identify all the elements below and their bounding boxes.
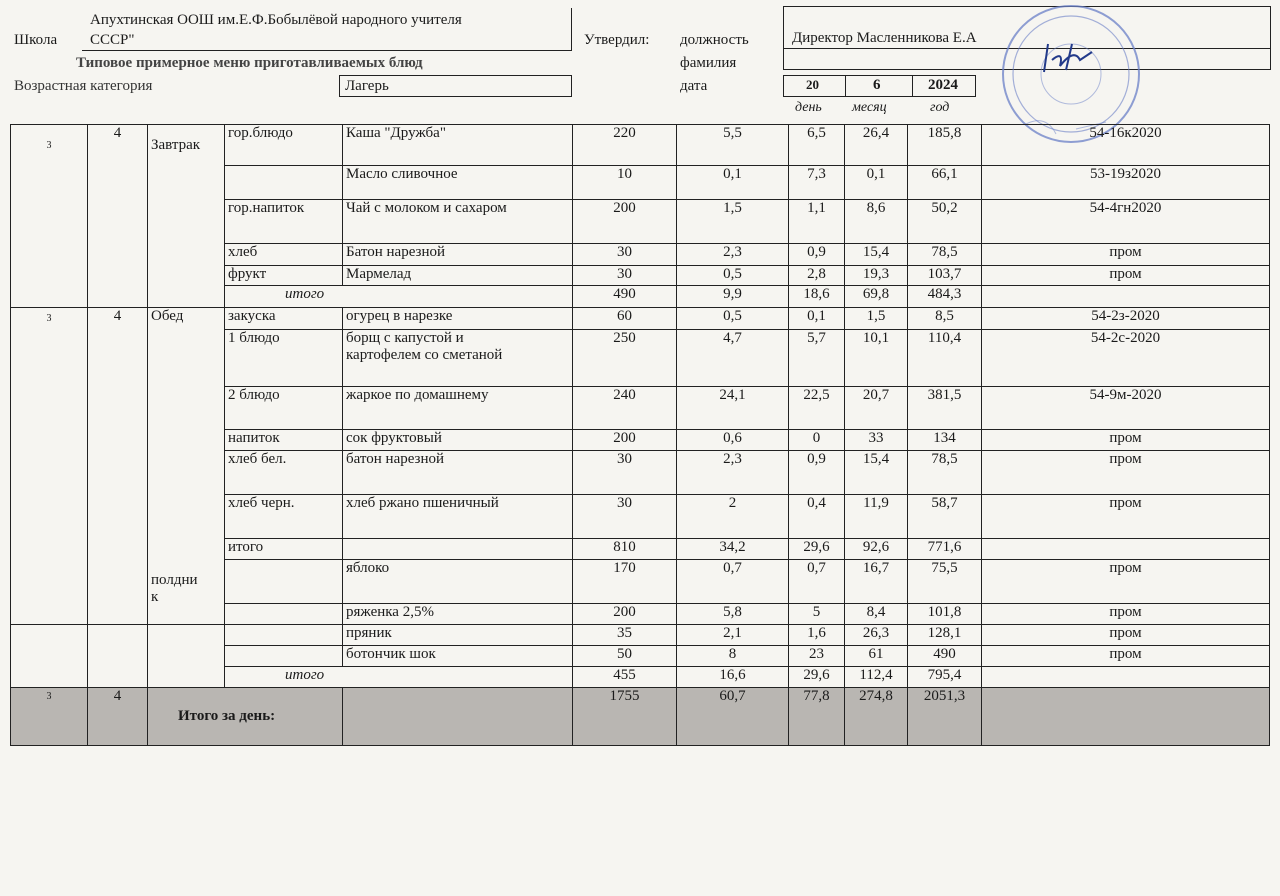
kcal: 101,8 — [908, 604, 982, 625]
carbs: 274,8 — [845, 688, 908, 746]
weight: 50 — [573, 646, 677, 667]
protein: 4,7 — [677, 330, 789, 387]
recipe-number: 53-19з2020 — [982, 166, 1270, 200]
school-name-line2: СССР" — [90, 32, 135, 48]
fat: 0,9 — [789, 451, 845, 495]
age-category-value: Лагерь — [345, 78, 389, 94]
weight: 30 — [573, 495, 677, 539]
divider — [845, 75, 846, 97]
protein: 0,5 — [677, 308, 789, 330]
carbs: 8,4 — [845, 604, 908, 625]
week-number: 3 — [11, 125, 88, 166]
fat: 23 — [789, 646, 845, 667]
carbs: 61 — [845, 646, 908, 667]
position-label: должность — [680, 32, 749, 48]
dish-name: сок фруктовый — [343, 430, 573, 451]
fat: 0,9 — [789, 244, 845, 266]
surname-label: фамилия — [680, 55, 737, 71]
dish-name: батон нарезной — [343, 451, 573, 495]
table-row — [11, 166, 1270, 200]
fat: 0,1 — [789, 308, 845, 330]
table-row — [11, 430, 1270, 451]
fat: 22,5 — [789, 387, 845, 430]
menu-title: Типовое примерное меню приготавливаемых блюд — [76, 55, 423, 71]
day-caption: день — [795, 100, 822, 115]
carbs: 11,9 — [845, 495, 908, 539]
carbs: 19,3 — [845, 266, 908, 286]
fat: 0,4 — [789, 495, 845, 539]
kcal: 381,5 — [908, 387, 982, 430]
dish-type: закуска — [225, 308, 343, 330]
weight: 220 — [573, 125, 677, 166]
carbs: 92,6 — [845, 539, 908, 560]
weight: 490 — [573, 286, 677, 308]
date-year: 2024 — [928, 77, 958, 93]
dish-name — [343, 330, 573, 387]
dish-name: Масло сливочное — [343, 166, 573, 200]
school-name-line1: Апухтинская ООШ им.Е.Ф.Бобылёвой народного учителя — [90, 12, 462, 28]
carbs: 1,5 — [845, 308, 908, 330]
dish-type: хлеб — [225, 244, 343, 266]
protein: 0,5 — [677, 266, 789, 286]
date-month: 6 — [873, 77, 881, 93]
dish-type: хлеб бел. — [225, 451, 343, 495]
day-total-row — [11, 688, 1270, 746]
weight: 200 — [573, 200, 677, 244]
protein: 60,7 — [677, 688, 789, 746]
protein: 2,1 — [677, 625, 789, 646]
dish-type — [225, 166, 343, 200]
weight: 30 — [573, 266, 677, 286]
carbs: 8,6 — [845, 200, 908, 244]
weight: 200 — [573, 430, 677, 451]
recipe-number: 54-2з-2020 — [982, 308, 1270, 330]
meal-label-line2: к — [151, 588, 159, 605]
meal-label: Обед — [148, 308, 225, 330]
protein: 5,8 — [677, 604, 789, 625]
carbs: 112,4 — [845, 667, 908, 688]
dish-name: Батон нарезной — [343, 244, 573, 266]
dish-type: хлеб черн. — [225, 495, 343, 539]
protein: 16,6 — [677, 667, 789, 688]
dish-name-line1: борщ с капустой и — [346, 330, 464, 346]
dish-type: напиток — [225, 430, 343, 451]
protein: 2,3 — [677, 244, 789, 266]
kcal: 2051,3 — [908, 688, 982, 746]
fat: 1,6 — [789, 625, 845, 646]
table-row — [11, 330, 1270, 387]
age-category-label: Возрастная категория — [14, 78, 153, 94]
dish-name: пряник — [343, 625, 573, 646]
weight: 455 — [573, 667, 677, 688]
dish-type: фрукт — [225, 266, 343, 286]
dish-name: Мармелад — [343, 266, 573, 286]
year-caption: год — [930, 100, 950, 115]
kcal: 58,7 — [908, 495, 982, 539]
kcal: 110,4 — [908, 330, 982, 387]
kcal: 78,5 — [908, 451, 982, 495]
carbs: 33 — [845, 430, 908, 451]
kcal: 66,1 — [908, 166, 982, 200]
carbs: 26,4 — [845, 125, 908, 166]
table-row — [11, 244, 1270, 266]
day-total-label: Итого за день: — [148, 688, 343, 746]
weight: 250 — [573, 330, 677, 387]
table-row — [11, 667, 1270, 688]
protein: 5,5 — [677, 125, 789, 166]
table-row — [11, 125, 1270, 166]
meal-label-line1: полдни — [151, 571, 198, 588]
fat: 5,7 — [789, 330, 845, 387]
day-number: 4 — [88, 308, 148, 330]
protein: 0,6 — [677, 430, 789, 451]
protein: 24,1 — [677, 387, 789, 430]
recipe-number: 54-2с-2020 — [982, 330, 1270, 387]
week-number: 3 — [11, 688, 88, 746]
table-row — [11, 625, 1270, 646]
recipe-number: пром — [982, 560, 1270, 604]
month-caption: месяц — [852, 100, 887, 115]
dish-name-line2: картофелем со сметаной — [346, 347, 503, 363]
table-row — [11, 451, 1270, 495]
weight: 200 — [573, 604, 677, 625]
carbs: 0,1 — [845, 166, 908, 200]
protein: 9,9 — [677, 286, 789, 308]
weight: 170 — [573, 560, 677, 604]
recipe-number: пром — [982, 604, 1270, 625]
fat: 29,6 — [789, 667, 845, 688]
kcal: 128,1 — [908, 625, 982, 646]
weight: 240 — [573, 387, 677, 430]
dish-type: 2 блюдо — [225, 387, 343, 430]
table-row — [11, 646, 1270, 667]
recipe-number: пром — [982, 625, 1270, 646]
week-number: 3 — [11, 308, 88, 330]
carbs: 26,3 — [845, 625, 908, 646]
carbs: 10,1 — [845, 330, 908, 387]
weight: 1755 — [573, 688, 677, 746]
dish-name: огурец в нарезке — [343, 308, 573, 330]
meal-label: Завтрак — [148, 125, 225, 166]
fat: 6,5 — [789, 125, 845, 166]
recipe-number: 54-4гн2020 — [982, 200, 1270, 244]
fat: 29,6 — [789, 539, 845, 560]
fat: 0,7 — [789, 560, 845, 604]
fat: 5 — [789, 604, 845, 625]
kcal: 795,4 — [908, 667, 982, 688]
table-row — [11, 495, 1270, 539]
dish-name: ботончик шок — [343, 646, 573, 667]
weight: 60 — [573, 308, 677, 330]
protein: 2 — [677, 495, 789, 539]
kcal: 8,5 — [908, 308, 982, 330]
carbs: 69,8 — [845, 286, 908, 308]
weight: 30 — [573, 244, 677, 266]
date-label: дата — [680, 78, 708, 94]
kcal: 771,6 — [908, 539, 982, 560]
kcal: 484,3 — [908, 286, 982, 308]
dish-name: яблоко — [343, 560, 573, 604]
recipe-number: 54-16к2020 — [982, 125, 1270, 166]
dish-name: ряженка 2,5% — [343, 604, 573, 625]
kcal: 490 — [908, 646, 982, 667]
signature — [1030, 30, 1110, 80]
carbs: 15,4 — [845, 244, 908, 266]
fat: 1,1 — [789, 200, 845, 244]
approved-label: Утвердил: — [584, 32, 650, 48]
school-label: Школа — [14, 32, 58, 48]
carbs: 20,7 — [845, 387, 908, 430]
subtotal-label: итого — [225, 286, 573, 308]
recipe-number: пром — [982, 430, 1270, 451]
weight: 30 — [573, 451, 677, 495]
table-row — [11, 560, 1270, 604]
protein: 2,3 — [677, 451, 789, 495]
recipe-number: пром — [982, 646, 1270, 667]
carbs: 15,4 — [845, 451, 908, 495]
recipe-number: пром — [982, 266, 1270, 286]
kcal: 75,5 — [908, 560, 982, 604]
dish-name: жаркое по домашнему — [343, 387, 573, 430]
protein: 8 — [677, 646, 789, 667]
divider — [82, 50, 572, 51]
protein: 0,1 — [677, 166, 789, 200]
fat: 7,3 — [789, 166, 845, 200]
meal-label — [148, 560, 225, 625]
protein: 0,7 — [677, 560, 789, 604]
date-day: 20 — [806, 77, 819, 92]
table-row — [11, 539, 1270, 560]
dish-type: 1 блюдо — [225, 330, 343, 387]
recipe-number: пром — [982, 451, 1270, 495]
protein: 34,2 — [677, 539, 789, 560]
table-row — [11, 266, 1270, 286]
dish-name: хлеб ржано пшеничный — [343, 495, 573, 539]
day-number: 4 — [88, 125, 148, 166]
kcal: 50,2 — [908, 200, 982, 244]
subtotal-label: итого — [225, 667, 573, 688]
weight: 810 — [573, 539, 677, 560]
recipe-number: пром — [982, 495, 1270, 539]
kcal: 103,7 — [908, 266, 982, 286]
recipe-number: пром — [982, 244, 1270, 266]
divider — [571, 8, 572, 50]
weight: 35 — [573, 625, 677, 646]
subtotal-label: итого — [225, 539, 343, 560]
protein: 1,5 — [677, 200, 789, 244]
day-number: 4 — [88, 688, 148, 746]
divider — [912, 75, 913, 97]
recipe-number: 54-9м-2020 — [982, 387, 1270, 430]
menu-table — [10, 124, 1270, 746]
carbs: 16,7 — [845, 560, 908, 604]
dish-type: гор.напиток — [225, 200, 343, 244]
table-row — [11, 286, 1270, 308]
dish-name: Чай с молоком и сахаром — [343, 200, 573, 244]
fat: 2,8 — [789, 266, 845, 286]
table-row — [11, 308, 1270, 330]
kcal: 134 — [908, 430, 982, 451]
table-row — [11, 387, 1270, 430]
fat: 18,6 — [789, 286, 845, 308]
kcal: 78,5 — [908, 244, 982, 266]
kcal: 185,8 — [908, 125, 982, 166]
table-row — [11, 200, 1270, 244]
fat: 77,8 — [789, 688, 845, 746]
dish-type: гор.блюдо — [225, 125, 343, 166]
fat: 0 — [789, 430, 845, 451]
dish-name: Каша "Дружба" — [343, 125, 573, 166]
approver-name: Директор Масленникова Е.А — [792, 30, 977, 46]
weight: 10 — [573, 166, 677, 200]
